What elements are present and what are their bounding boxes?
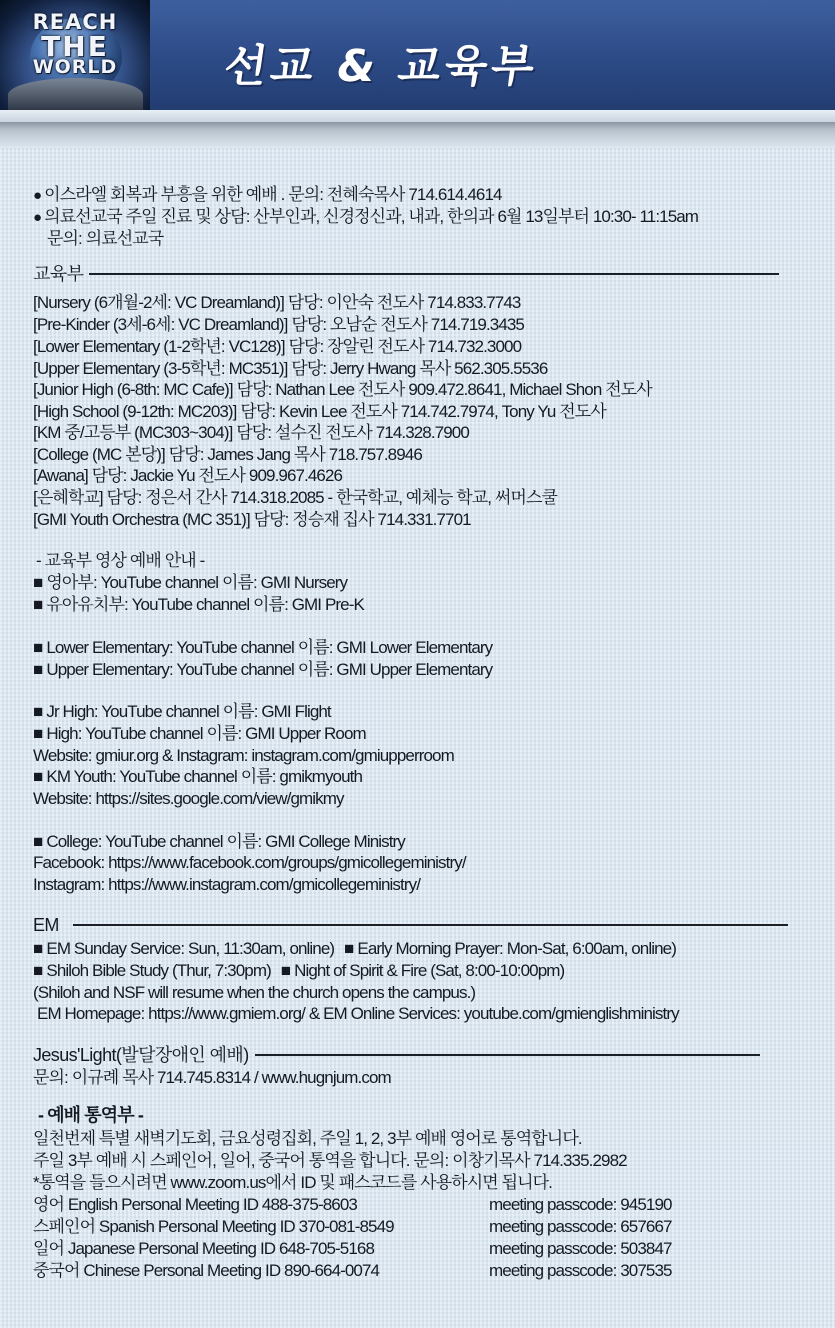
video-college: ■ College: YouTube channel 이름: GMI College Ministry xyxy=(33,831,405,852)
translation-line3: *통역을 들으시려면 www.zoom.us에서 ID 및 패스코드를 사용하시면 됩니다. xyxy=(33,1173,552,1192)
em-rule xyxy=(73,924,788,926)
em-shiloh-study: ■ Shiloh Bible Study (Thur, 7:30pm) xyxy=(33,961,271,980)
education-heading xyxy=(33,263,779,285)
em-morning-prayer: ■ Early Morning Prayer: Mon-Sat, 6:00am, online) xyxy=(344,939,676,958)
edu-youth-orchestra: [GMI Youth Orchestra (MC 351)] 담당: 정승재 집사 714.331.7701 xyxy=(33,510,471,529)
mission-medical: ● 의료선교국 주일 진료 및 상담: 산부인과, 신경정신과, 내과, 한의과 6월 13일부터 10:30- 11:15am xyxy=(33,206,698,228)
logo-text-reach: REACH xyxy=(32,10,118,34)
video-km-website: Website: https://sites.google.com/view/gmikmy xyxy=(33,789,344,808)
page-title: 선교 & 교육부 xyxy=(220,41,542,92)
edu-prekinder: [Pre-Kinder (3세-6세: VC Dreamland)] 담당: 오남순 전도사 714.719.3435 xyxy=(33,315,524,334)
meeting-spanish-id: 스페인어 Spanish Personal Meeting ID 370-081-8549 xyxy=(33,1217,394,1236)
logo-text-world: WORLD xyxy=(32,56,118,78)
meeting-japanese-passcode: meeting passcode: 503847 xyxy=(489,1239,672,1258)
edu-nursery: [Nursery (6개월-2세: VC Dreamland)] 담당: 이안숙 전도사 714.833.7743 xyxy=(33,293,521,312)
meeting-chinese-id: 중국어 Chinese Personal Meeting ID 890-664-0074 xyxy=(33,1261,380,1280)
meeting-english-passcode: meeting passcode: 945190 xyxy=(489,1195,672,1214)
em-night-spirit-fire: ■ Night of Spirit & Fire (Sat, 8:00-10:00pm) xyxy=(281,961,565,980)
education-heading-text: 교육부 xyxy=(33,264,84,284)
edu-grace-school: [은혜학교] 담당: 정은서 간사 714.318.2085 - 한국학교, 예체능 학교, 써머스쿨 xyxy=(33,488,558,507)
meeting-spanish-passcode: meeting passcode: 657667 xyxy=(489,1217,672,1236)
em-heading xyxy=(33,914,788,936)
jesus-light-rule xyxy=(255,1054,760,1056)
translation-line1: 일천번제 특별 새벽기도회, 금요성령집회, 주일 1, 2, 3부 예배 영어로 통역합니다. xyxy=(33,1129,582,1148)
em-study-row xyxy=(33,960,564,981)
jesus-light-heading-text: Jesus'Light(발달장애인 예배) xyxy=(33,1045,249,1065)
edu-high-school: [High School (9-12th: MC203)] 담당: Kevin Lee 전도사 714.742.7974, Tony Yu 전도사 xyxy=(33,402,606,421)
mission-israel: ● 이스라엘 회복과 부흥을 위한 예배 . 문의: 전혜숙목사 714.614.4614 xyxy=(33,184,502,206)
edu-junior-high: [Junior High (6-8th: MC Cafe)] 담당: Nathan Lee 전도사 909.472.8641, Michael Shon 전도사 xyxy=(33,380,652,399)
education-rule xyxy=(89,273,779,275)
video-jrhigh: ■ Jr High: YouTube channel 이름: GMI Flight xyxy=(33,701,331,722)
video-high: ■ High: YouTube channel 이름: GMI Upper Room xyxy=(33,723,366,744)
meeting-japanese-id: 일어 Japanese Personal Meeting ID 648-705-5168 xyxy=(33,1239,375,1258)
video-km: ■ KM Youth: YouTube channel 이름: gmikmyouth xyxy=(33,766,362,787)
edu-lower-elementary: [Lower Elementary (1-2학년: VC128)] 담당: 장알린 전도사 714.732.3000 xyxy=(33,337,522,356)
em-resume-note: (Shiloh and NSF will resume when the church opens the campus.) xyxy=(33,983,476,1002)
em-heading-text: EM xyxy=(33,915,59,935)
video-prek: ■ 유아유치부: YouTube channel 이름: GMI Pre-K xyxy=(33,594,364,615)
translation-line2: 주일 3부 예배 시 스페인어, 일어, 중국어 통역을 합니다. 문의: 이창기목사 714.335.2982 xyxy=(33,1151,627,1170)
translation-heading: - 예배 통역부 - xyxy=(38,1105,143,1125)
edu-km-youth: [KM 중/고등부 (MC303~304)] 담당: 설수진 전도사 714.328.7900 xyxy=(33,423,469,442)
video-college-facebook: Facebook: https://www.facebook.com/groups/gmicollegeministry/ xyxy=(33,853,466,872)
video-lower: ■ Lower Elementary: YouTube channel 이름: GMI Lower Elementary xyxy=(33,637,492,658)
video-college-instagram: Instagram: https://www.instagram.com/gmicollegeministry/ xyxy=(33,875,421,894)
em-homepage: EM Homepage: https://www.gmiem.org/ & EM Online Services: youtube.com/gmienglishministry xyxy=(37,1004,679,1023)
em-sunday-service: ■ EM Sunday Service: Sun, 11:30am, online) xyxy=(33,939,334,958)
logo-text-the: THE xyxy=(41,30,109,63)
edu-upper-elementary: [Upper Elementary (3-5학년: MC351)] 담당: Jerry Hwang 목사 562.305.5536 xyxy=(33,359,548,378)
edu-awana: [Awana] 담당: Jackie Yu 전도사 909.967.4626 xyxy=(33,466,343,485)
video-high-website: Website: gmiur.org & Instagram: instagram.com/gmiupperroom xyxy=(33,746,454,765)
video-nursery: ■ 영아부: YouTube channel 이름: GMI Nursery xyxy=(33,572,347,593)
mission-medical-contact: 문의: 의료선교국 xyxy=(47,229,164,248)
meeting-chinese-passcode: meeting passcode: 307535 xyxy=(489,1261,672,1280)
meeting-english-id: 영어 English Personal Meeting ID 488-375-8603 xyxy=(33,1195,357,1214)
video-upper: ■ Upper Elementary: YouTube channel 이름: GMI Upper Elementary xyxy=(33,659,492,680)
jesus-light-contact: 문의: 이규례 목사 714.745.8314 / www.hugnjum.com xyxy=(33,1068,391,1087)
em-service-row xyxy=(33,938,676,959)
jesus-light-heading xyxy=(33,1044,760,1066)
video-heading: - 교육부 영상 예배 안내 - xyxy=(36,551,205,570)
edu-college: [College (MC 본당)] 담당: James Jang 목사 718.757.8946 xyxy=(33,445,422,464)
